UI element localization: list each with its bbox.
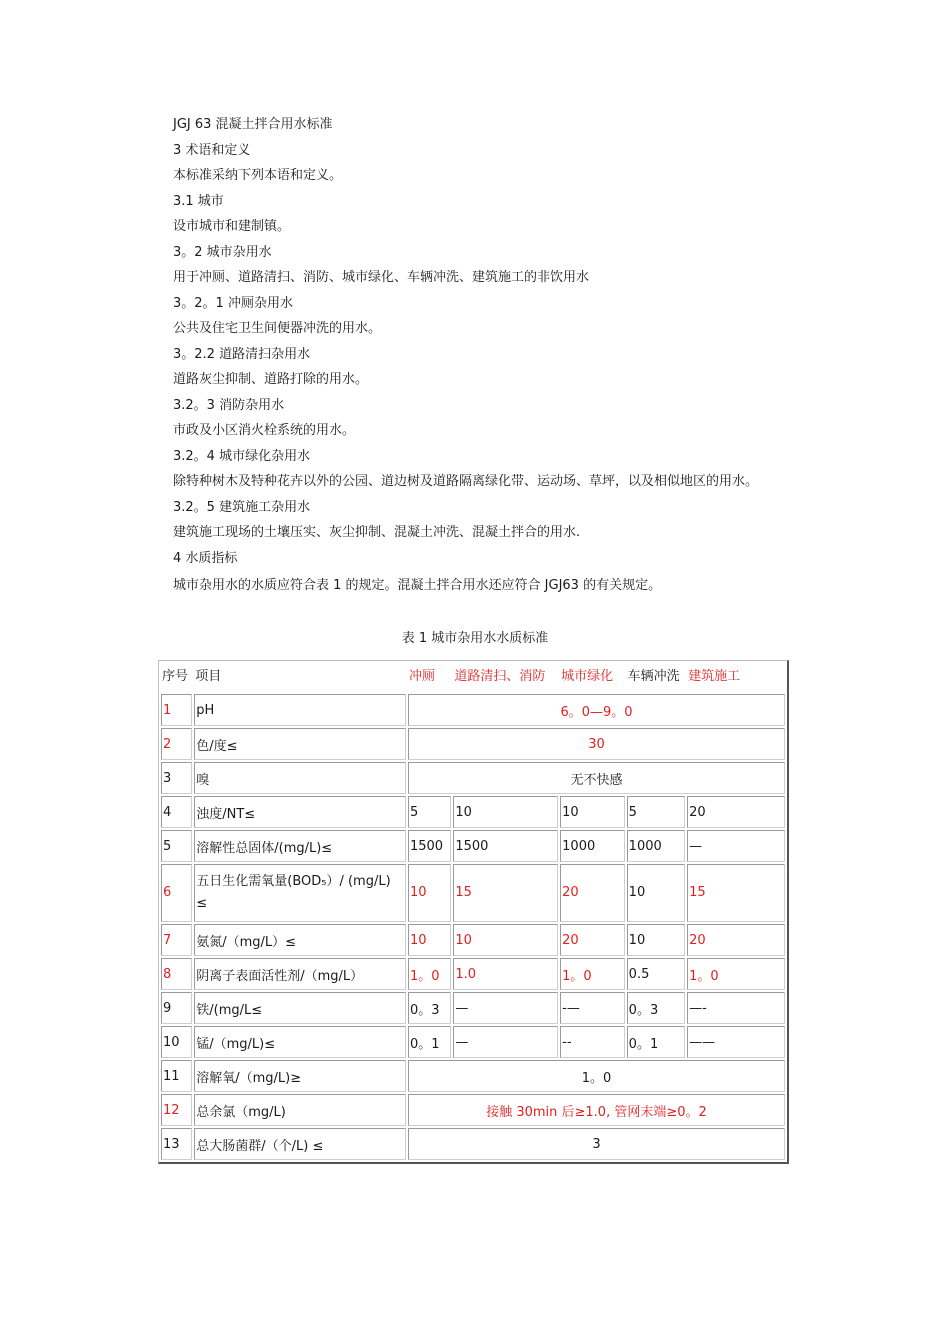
cell-road: 15 — [453, 864, 558, 922]
paragraph: 道路灰尘抑制、道路打除的用水。 — [173, 372, 369, 387]
cell-flush: 5 — [408, 796, 451, 828]
cell-green: 1。0 — [560, 958, 625, 990]
cell-green: -— — [560, 992, 625, 1024]
doc-title: JGJ 63 混凝土拌合用水标准 — [173, 117, 333, 132]
paragraph: 本标准采纳下列本语和定义。 — [173, 168, 343, 183]
row-item: 溶解氧/（mg/L)≥ — [194, 1060, 406, 1092]
row-item: 嗅 — [194, 762, 406, 794]
table-row — [161, 1128, 785, 1160]
row-no: 13 — [161, 1128, 192, 1160]
cell-flush: 0。1 — [408, 1026, 451, 1058]
header-road: 道路清扫、消防 — [454, 669, 546, 684]
row-no: 7 — [161, 924, 192, 956]
row-item: 溶解性总固体/(mg/L)≤ — [194, 830, 406, 862]
header-no: 序号 — [162, 669, 189, 684]
table-row — [161, 958, 785, 990]
cell-flush: 0。3 — [408, 992, 451, 1024]
row-no: 11 — [161, 1060, 192, 1092]
paragraph: 市政及小区消火栓系统的用水。 — [173, 423, 356, 438]
row-value: 6。0—9。0 — [408, 694, 785, 726]
section-heading: 3。2.2 道路清扫杂用水 — [173, 346, 311, 362]
row-item: 阴离子表面活性剂/（mg/L） — [194, 958, 406, 990]
cell-road: — — [453, 992, 558, 1024]
row-item: 铁/(mg/L≤ — [194, 992, 406, 1024]
paragraph: 建筑施工现场的土壤压实、灰尘抑制、混凝土冲洗、混凝土拌合的用水. — [173, 525, 581, 540]
cell-flush: 1。0 — [408, 958, 451, 990]
row-value: 无不快感 — [408, 762, 785, 794]
table-caption: 表 1 城市杂用水水质标准 — [401, 631, 549, 646]
table-row — [161, 694, 785, 726]
section-heading: 3.2。5 建筑施工杂用水 — [173, 499, 311, 515]
row-item: pH — [194, 694, 406, 726]
row-item: 五日生化需氧量(BOD₅）/ (mg/L) ≤ — [194, 864, 406, 922]
header-flush: 冲厕 — [408, 669, 435, 684]
document-body — [173, 112, 853, 600]
row-no: 6 — [161, 864, 192, 922]
row-no: 8 — [161, 958, 192, 990]
cell-car-wash: 1000 — [627, 830, 685, 862]
header-construction: 建筑施工 — [688, 669, 741, 684]
cell-flush: 10 — [408, 924, 451, 956]
header-green: 城市绿化 — [561, 669, 614, 684]
cell-green: 20 — [560, 864, 625, 922]
paragraph: 除特种树木及特种花卉以外的公园、道边树及道路隔离绿化带、运动场、草坪，以及相似地区的用水。 — [173, 474, 759, 489]
paragraph: 设市城市和建制镇。 — [173, 219, 291, 234]
row-value: 接触 30min 后≥1.0, 管网末端≥0。2 — [408, 1094, 785, 1126]
section-heading: 3 术语和定义 — [173, 142, 251, 158]
row-value: 30 — [408, 728, 785, 760]
row-item: 色/度≤ — [194, 728, 406, 760]
table-row — [161, 796, 785, 828]
table-row — [161, 992, 785, 1024]
cell-flush: 10 — [408, 864, 451, 922]
cell-car-wash: 0.5 — [627, 958, 685, 990]
cell-road: — — [453, 1026, 558, 1058]
cell-car-wash: 10 — [627, 864, 685, 922]
row-value: 3 — [408, 1128, 785, 1160]
row-no: 5 — [161, 830, 192, 862]
cell-road: 10 — [453, 796, 558, 828]
row-no: 1 — [161, 694, 192, 726]
cell-construction: —— — [687, 1026, 785, 1058]
row-value: 1。0 — [408, 1060, 785, 1092]
section-heading: 3.2。4 城市绿化杂用水 — [173, 448, 311, 464]
cell-car-wash: 0。1 — [627, 1026, 685, 1058]
row-item: 锰/（mg/L)≤ — [194, 1026, 406, 1058]
cell-construction: 1。0 — [687, 958, 785, 990]
table-row — [161, 1026, 785, 1058]
section-heading: 3。2。1 冲厕杂用水 — [173, 295, 293, 311]
cell-road: 1.0 — [453, 958, 558, 990]
row-item: 总大肠菌群/（个/L) ≤ — [194, 1128, 406, 1160]
section-heading: 4 水质指标 — [173, 550, 238, 566]
cell-road: 1500 — [453, 830, 558, 862]
cell-car-wash: 5 — [627, 796, 685, 828]
paragraph: 公共及住宅卫生间便器冲洗的用水。 — [173, 321, 382, 336]
section-heading: 3。2 城市杂用水 — [173, 244, 272, 260]
cell-car-wash: 10 — [627, 924, 685, 956]
row-no: 9 — [161, 992, 192, 1024]
table-row — [161, 1060, 785, 1092]
cell-construction: — — [687, 830, 785, 862]
cell-car-wash: 0。3 — [627, 992, 685, 1024]
table-row — [161, 924, 785, 956]
row-item: 总余氯（mg/L) — [194, 1094, 406, 1126]
cell-green: 20 — [560, 924, 625, 956]
table-row — [161, 864, 785, 922]
cell-construction: —- — [687, 992, 785, 1024]
row-no: 3 — [161, 762, 192, 794]
cell-green: 1000 — [560, 830, 625, 862]
cell-construction: 15 — [687, 864, 785, 922]
row-no: 2 — [161, 728, 192, 760]
header-item: 项目 — [195, 669, 222, 684]
paragraph: 用于冲厕、道路清扫、消防、城市绿化、车辆冲洗、建筑施工的非饮用水 — [173, 270, 590, 285]
cell-road: 10 — [453, 924, 558, 956]
table-row — [161, 1094, 785, 1126]
table-row — [161, 728, 785, 760]
table-row — [161, 762, 785, 794]
cell-green: -- — [560, 1026, 625, 1058]
table-header-row — [161, 663, 785, 692]
row-no: 4 — [161, 796, 192, 828]
row-no: 12 — [161, 1094, 192, 1126]
header-car-wash: 车辆冲洗 — [627, 669, 680, 684]
row-item: 氨氮/（mg/L）≤ — [194, 924, 406, 956]
table-row — [161, 830, 785, 862]
row-item: 浊度/NT≤ — [194, 796, 406, 828]
row-no: 10 — [161, 1026, 192, 1058]
section-heading: 3.2。3 消防杂用水 — [173, 397, 285, 413]
paragraph: 城市杂用水的水质应符合表 1 的规定。混凝土拌合用水还应符合 JGJ63 的有关规定。 — [173, 578, 662, 593]
cell-construction: 20 — [687, 924, 785, 956]
water-quality-table — [158, 660, 789, 1164]
cell-flush: 1500 — [408, 830, 451, 862]
cell-construction: 20 — [687, 796, 785, 828]
section-heading: 3.1 城市 — [173, 193, 224, 209]
cell-green: 10 — [560, 796, 625, 828]
